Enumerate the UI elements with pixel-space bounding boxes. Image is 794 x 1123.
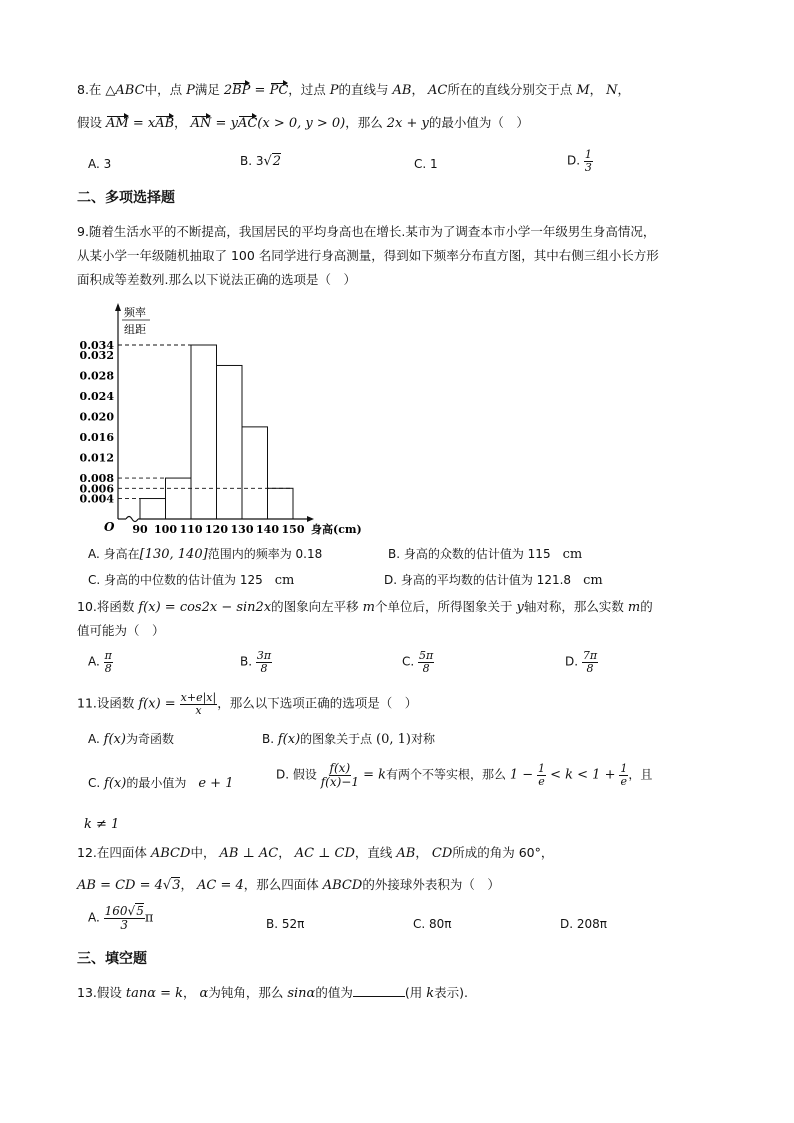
fraction-num: f(x)	[329, 761, 351, 775]
option-text: A.	[88, 732, 100, 746]
vector-am: AM	[106, 116, 129, 131]
x-tick-label: 110	[179, 523, 203, 535]
math-alpha: α	[199, 986, 209, 1001]
q10-text: 的	[640, 599, 653, 614]
answer-blank[interactable]	[353, 996, 405, 997]
fraction	[256, 650, 272, 674]
frequency-histogram	[70, 295, 370, 535]
q13-text: (用	[404, 985, 423, 1000]
q8-text: 的直线与	[338, 82, 389, 97]
option-text: D.	[565, 654, 579, 669]
q13-text: 表示).	[434, 985, 468, 1000]
histogram-bar	[268, 488, 294, 519]
sqrt-radicand: 3	[172, 878, 181, 893]
y-tick-label: 0.024	[79, 390, 114, 404]
math-eq: =	[250, 83, 270, 98]
option-text: ，且	[628, 767, 653, 782]
function-fx: f(x)	[103, 732, 126, 747]
y-axis-arrow	[115, 303, 121, 311]
math-tan: tanα = k	[125, 986, 184, 1001]
option-text: 对称	[410, 732, 435, 746]
q9-option-b	[388, 545, 582, 562]
fraction-den: 3	[584, 160, 592, 174]
section-title-multiple-choice: 二、多项选择题	[77, 190, 175, 206]
y-tick-label: 0.004	[79, 492, 114, 506]
math-sin: sinα	[287, 986, 316, 1001]
x-tick-label: 100	[154, 523, 177, 535]
option-text: 范围内的频率为 0.18	[207, 547, 323, 561]
inequality: < k < 1 +	[545, 767, 616, 783]
fraction-num: π	[104, 649, 112, 662]
math-eq: AC = 4	[196, 878, 244, 893]
vector-ac: AC	[237, 116, 258, 131]
sqrt-sign: √	[162, 878, 172, 893]
q13-text: 为钝角，那么	[208, 985, 284, 1000]
fraction-den: 8	[104, 661, 112, 675]
math-abc: ABC	[115, 83, 145, 98]
q12-text: ，	[415, 845, 428, 860]
option-text: 的最小值为	[126, 776, 187, 790]
q10-line2: 值可能为（ ）	[77, 623, 165, 638]
x-tick-label: 130	[230, 523, 254, 535]
math-m: M	[576, 83, 590, 98]
q8-text: 8.在	[77, 82, 102, 97]
option-text: D. 身高的平均数的估计值为 121.8	[384, 573, 572, 587]
fraction-den: 8	[586, 661, 594, 675]
y-axis-label-top: 频率	[124, 306, 146, 319]
fraction-num: 3π	[256, 649, 272, 662]
q13-line	[77, 983, 468, 1001]
math-ab: AB	[396, 846, 416, 861]
q12-option-d: D. 208π	[560, 917, 607, 931]
q8-text: 中，点	[144, 82, 183, 97]
q10-text: 10.将函数	[77, 599, 135, 614]
q10-text: 个单位后，所得图象关于	[375, 599, 513, 614]
math-p: P	[186, 83, 195, 98]
q9-line1: 9.随着生活水平的不断提高，我国居民的平均身高也在增长.某市为了调查本市小学一年级男生身高情况，	[77, 224, 656, 239]
vector-an: AN	[190, 116, 212, 131]
vector-ab: AB	[155, 116, 175, 131]
y-axis-label-bottom: 组距	[124, 323, 146, 336]
q12-text: ，	[278, 845, 291, 860]
option-text: B. 3	[240, 154, 264, 168]
math-coef: 2	[223, 83, 233, 98]
unit: cm	[274, 573, 295, 588]
q12-option-b: B. 52π	[266, 917, 305, 931]
q9-option-a	[88, 545, 322, 562]
math-p: P	[329, 83, 339, 98]
q9-line3: 面积成等差数列.那么以下说法正确的选项是（ ）	[77, 272, 356, 287]
option-text: B.	[240, 654, 253, 669]
fraction-den: x	[195, 703, 202, 717]
option-text: B. 身高的众数的估计值为 115	[388, 547, 551, 561]
fraction-den: 8	[422, 661, 430, 675]
option-text: C.	[88, 776, 101, 790]
histogram-bar	[217, 365, 243, 519]
fraction	[537, 763, 546, 787]
point: (0, 1)	[376, 732, 411, 747]
q12-text: 12.在四面体	[77, 845, 147, 860]
q13-text: ，	[183, 985, 196, 1000]
origin-label: O	[104, 520, 115, 534]
y-tick-label: 0.016	[79, 431, 114, 445]
q11-option-d-line2: k ≠ 1	[84, 817, 120, 832]
q8-text: 的最小值为（ ）	[428, 115, 529, 130]
fraction	[584, 149, 593, 173]
option-text: D. 假设	[276, 767, 317, 782]
pi-symbol: π	[144, 910, 154, 926]
x-tick-label: 90	[132, 523, 148, 535]
option-text: C. 身高的中位数的估计值为 125	[88, 573, 263, 587]
option-text: A. 身高在	[88, 547, 140, 561]
math-perp: AC ⊥ CD	[294, 846, 355, 861]
histogram-bar	[191, 345, 217, 519]
y-tick-label: 0.034	[79, 339, 114, 352]
histogram-bar	[242, 427, 268, 519]
fraction-num: 160√5	[104, 904, 144, 918]
q8-text: ，	[411, 82, 424, 97]
option-text: A.	[88, 654, 100, 669]
q12-option-a	[88, 905, 153, 931]
x-axis-label: 身高(cm)	[311, 523, 362, 535]
fraction	[582, 650, 598, 674]
q10-option-d	[565, 650, 598, 674]
q8-line2	[77, 113, 529, 131]
q11-option-a	[88, 730, 174, 747]
function-expr: f(x) = cos2x − sin2x	[138, 600, 272, 615]
math-abcd: ABCD	[150, 846, 191, 861]
math-eq-y: = y	[211, 116, 238, 131]
option-text: D.	[567, 153, 584, 168]
function-fx: f(x)	[104, 776, 127, 791]
q8-text: ，那么	[345, 115, 383, 130]
math-cd: CD	[431, 846, 453, 861]
q12-text: ，直线	[354, 845, 393, 860]
q8-text: 假设	[77, 115, 103, 130]
math-n: N	[606, 83, 618, 98]
math-eq: AB = CD = 4	[77, 878, 163, 893]
q13-text: 的值为	[315, 985, 353, 1000]
triangle-symbol: △	[105, 83, 116, 98]
function-expr: f(x) =	[138, 696, 176, 712]
fraction-num: 5π	[419, 649, 434, 662]
q12-option-c: C. 80π	[413, 917, 452, 931]
fraction	[104, 905, 145, 931]
q13-text: 13.假设	[77, 985, 122, 1000]
option-text: A.	[88, 910, 100, 925]
q12-text: 中，	[190, 845, 216, 860]
fraction-num: 7π	[582, 649, 598, 662]
fraction	[418, 650, 434, 674]
fraction	[104, 650, 113, 674]
option-text: C.	[402, 654, 415, 669]
q9-option-d	[384, 571, 603, 588]
option-text: 为奇函数	[125, 732, 174, 746]
math-ab: AB	[392, 83, 412, 98]
interval: [130, 140]	[139, 547, 208, 562]
q12-text: 所成的角为 60°，	[452, 845, 554, 860]
q8-text: ，	[589, 82, 603, 97]
q11-line1	[77, 692, 417, 716]
math-k: k	[426, 986, 435, 1001]
fraction-num: 1	[620, 762, 628, 776]
q10-text: 轴对称，那么实数	[523, 599, 624, 614]
x-tick-label: 120	[205, 523, 228, 535]
y-tick-label: 0.020	[79, 410, 114, 424]
q8-text: 所在的直线分别交于点	[447, 82, 573, 97]
sqrt-radicand: 5	[136, 904, 144, 918]
fraction-den: f(x)−1	[320, 774, 359, 789]
q8-line1	[77, 80, 630, 98]
unit: cm	[562, 547, 583, 562]
x-axis-arrow	[307, 516, 314, 522]
x-tick-label: 140	[256, 523, 279, 535]
q8-text: ，过点	[288, 82, 326, 97]
histogram-bar	[140, 499, 166, 519]
sqrt-radicand: 2	[272, 154, 282, 169]
fraction	[180, 692, 218, 716]
q12-text: ，那么四面体	[243, 877, 319, 892]
math-eq-k: = k	[358, 767, 387, 783]
option-text: 有两个不等实根，那么	[386, 767, 507, 782]
y-tick-label: 0.012	[79, 451, 114, 465]
math-abcd: ABCD	[322, 878, 363, 893]
function-fx: f(x)	[277, 732, 301, 747]
q9-line2: 从某小学一年级随机抽取了 100 名同学进行身高测量，得到如下频率分布直方图，其中右侧三组小长方形	[77, 248, 659, 263]
q12-line1	[77, 843, 553, 861]
y-tick-label: 0.032	[79, 349, 114, 362]
q11-text: ，那么以下选项正确的选项是（ ）	[217, 695, 418, 711]
vector-bp: BP	[232, 83, 251, 98]
q8-option-c: C. 1	[414, 157, 438, 171]
fraction	[619, 763, 628, 787]
min-value: e + 1	[198, 776, 234, 791]
math-perp: AB ⊥ AC	[219, 846, 279, 861]
q9-option-c	[88, 571, 294, 588]
option-text: 的图象关于点	[300, 732, 373, 746]
q10-line1	[77, 597, 653, 615]
inequality: 1 −	[509, 767, 534, 783]
math-condition: (x > 0, y > 0)	[257, 116, 346, 131]
math-m: m	[362, 600, 375, 615]
math-m: m	[627, 600, 641, 615]
y-tick-label: 0.008	[79, 472, 114, 486]
q8-option-b	[240, 154, 281, 169]
math-ac: AC	[427, 83, 448, 98]
q8-option-d	[567, 149, 593, 173]
histogram-bar	[166, 478, 192, 519]
section-title-fill-in: 三、填空题	[77, 951, 147, 967]
q10-option-b	[240, 650, 272, 674]
sqrt-sign: √	[263, 154, 272, 169]
q11-option-d	[276, 762, 652, 788]
q10-option-a	[88, 650, 113, 674]
fraction-den: 8	[260, 661, 268, 675]
fraction	[321, 762, 359, 788]
y-tick-label: 0.006	[79, 482, 114, 496]
q11-option-b	[262, 730, 435, 747]
math-2x-y: 2x + y	[386, 116, 429, 131]
q8-text: ，	[174, 115, 187, 130]
math-y: y	[516, 600, 524, 615]
q11-text: 11.设函数	[77, 695, 135, 711]
q10-text: 的图象向左平移	[271, 599, 359, 614]
fraction-den: 3	[120, 917, 129, 932]
unit: cm	[583, 573, 603, 588]
q10-option-c	[402, 650, 434, 674]
math-eq-x: = x	[128, 116, 156, 131]
q12-line2	[77, 875, 500, 893]
q12-text: ，	[180, 877, 193, 892]
axis-break	[126, 517, 138, 522]
q8-text: ，	[617, 82, 631, 97]
q12-text: 的外接球外表积为（ ）	[362, 877, 500, 892]
numerator-coef: 160	[104, 904, 128, 918]
x-tick-label: 150	[281, 523, 305, 535]
fraction-num: x+e|x|	[180, 691, 217, 704]
fraction-num: 1	[537, 762, 545, 776]
q11-option-c	[88, 774, 233, 791]
option-text: B.	[262, 732, 275, 746]
vector-pc: PC	[269, 83, 289, 98]
q8-option-a: A. 3	[88, 157, 112, 171]
q8-text: 满足	[194, 82, 220, 97]
fraction-den: e	[538, 774, 545, 788]
y-tick-label: 0.028	[79, 369, 114, 383]
fraction-num: 1	[584, 148, 592, 161]
fraction-den: e	[620, 774, 628, 788]
